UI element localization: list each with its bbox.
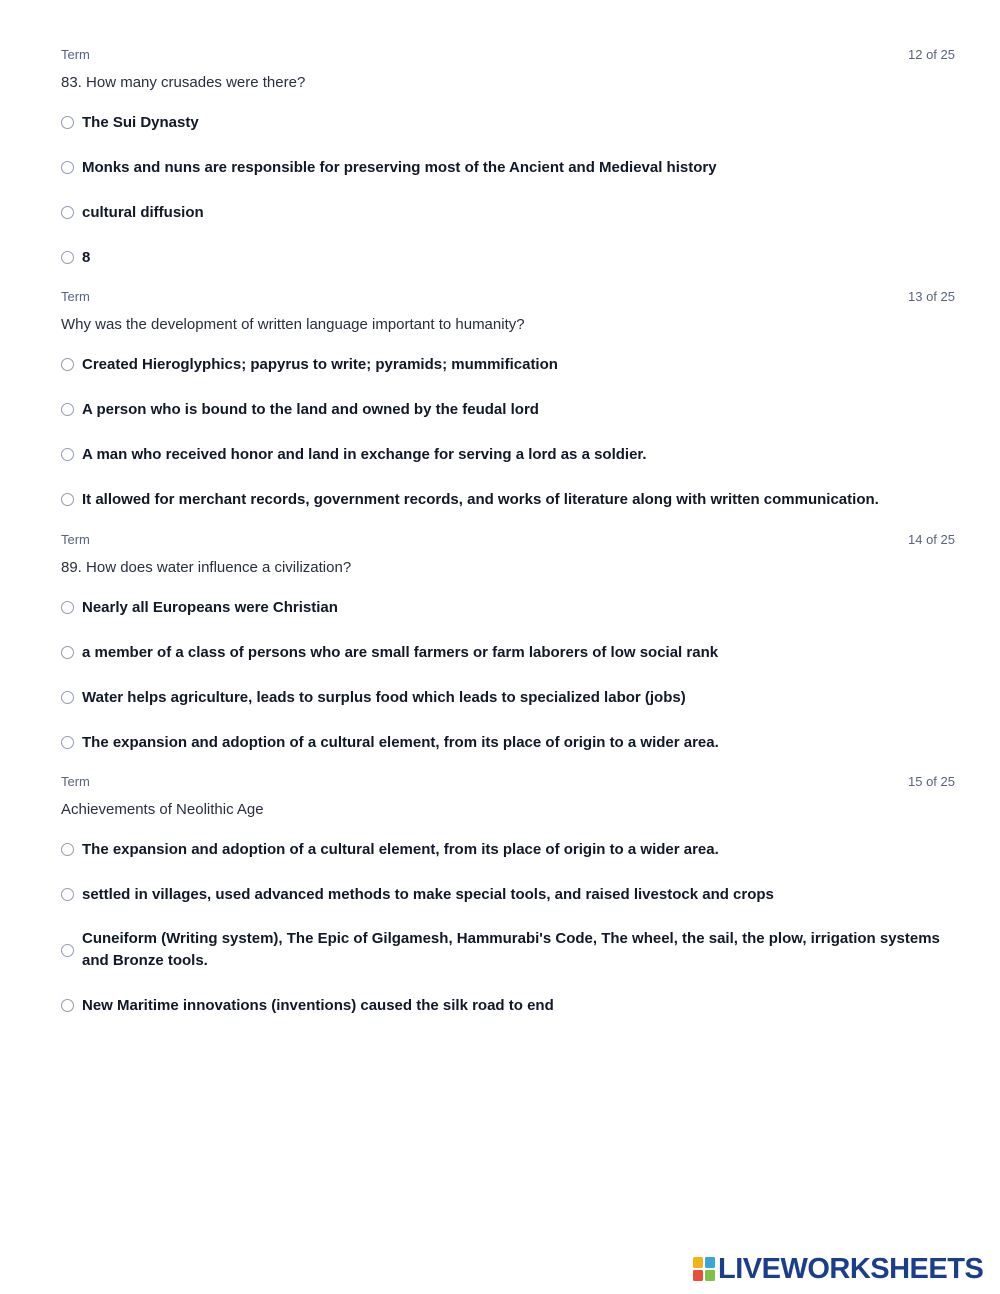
- answer-option-label: a member of a class of persons who are small farmers or farm laborers of low social rank: [82, 643, 719, 661]
- radio-button[interactable]: [61, 403, 74, 416]
- answer-option-label: A man who received honor and land in exchange for serving a lord as a soldier.: [82, 445, 647, 463]
- question-block: [61, 289, 955, 511]
- term-label: Term: [61, 532, 90, 547]
- radio-button[interactable]: [61, 736, 74, 749]
- answer-option-label: Created Hieroglyphics; papyrus to write; pyramids; mummification: [82, 355, 558, 373]
- question-block: [61, 532, 955, 754]
- radio-button[interactable]: [61, 691, 74, 704]
- question-block: [61, 774, 955, 1017]
- answer-option-label: settled in villages, used advanced methods to make special tools, and raised livestock and crops: [82, 885, 774, 903]
- answer-options: [61, 111, 955, 269]
- question-counter: 12 of 25: [908, 47, 955, 62]
- answer-option[interactable]: [61, 443, 955, 466]
- answer-option[interactable]: [61, 156, 955, 179]
- answer-option[interactable]: [61, 488, 955, 511]
- liveworksheets-logo: [693, 1253, 983, 1285]
- answer-option[interactable]: [61, 398, 955, 421]
- answer-option-label: Cuneiform (Writing system), The Epic of Gilgamesh, Hammurabi's Code, The wheel, the sail, the plow, irrigation systems and Bronze tools.: [82, 930, 940, 969]
- question-counter: 14 of 25: [908, 532, 955, 547]
- radio-button[interactable]: [61, 843, 74, 856]
- radio-button[interactable]: [61, 646, 74, 659]
- term-label: Term: [61, 289, 90, 304]
- radio-button[interactable]: [61, 493, 74, 506]
- question-prompt: Why was the development of written language important to humanity?: [61, 316, 525, 333]
- radio-button[interactable]: [61, 206, 74, 219]
- question-prompt: Achievements of Neolithic Age: [61, 801, 264, 818]
- answer-option[interactable]: [61, 928, 955, 972]
- answer-option[interactable]: [61, 994, 955, 1017]
- answer-option-label: The Sui Dynasty: [82, 113, 199, 131]
- answer-option[interactable]: [61, 111, 955, 134]
- answer-option-label: The expansion and adoption of a cultural element, from its place of origin to a wider area.: [82, 840, 719, 858]
- answer-option-label: 8: [82, 248, 91, 266]
- radio-button[interactable]: [61, 448, 74, 461]
- radio-button[interactable]: [61, 251, 74, 264]
- answer-option[interactable]: [61, 838, 955, 861]
- question-block: [61, 47, 955, 269]
- radio-button[interactable]: [61, 358, 74, 371]
- answer-option-label: cultural diffusion: [82, 203, 204, 221]
- question-prompt: 89. How does water influence a civilization?: [61, 559, 352, 576]
- answer-options: [61, 596, 955, 754]
- answer-option[interactable]: [61, 731, 955, 754]
- answer-options: [61, 353, 955, 511]
- logo-wordmark: LIVEWORKSHEETS: [718, 1252, 984, 1285]
- radio-button[interactable]: [61, 999, 74, 1012]
- answer-option-label: Nearly all Europeans were Christian: [82, 598, 338, 616]
- answer-option[interactable]: [61, 353, 955, 376]
- term-label: Term: [61, 47, 90, 62]
- answer-option[interactable]: [61, 596, 955, 619]
- radio-button[interactable]: [61, 116, 74, 129]
- answer-option[interactable]: [61, 686, 955, 709]
- answer-option-label: A person who is bound to the land and owned by the feudal lord: [82, 400, 539, 418]
- answer-option[interactable]: [61, 641, 955, 664]
- answer-option-label: The expansion and adoption of a cultural element, from its place of origin to a wider area.: [82, 733, 719, 751]
- radio-button[interactable]: [61, 944, 74, 957]
- radio-button[interactable]: [61, 161, 74, 174]
- answer-option-label: New Maritime innovations (inventions) caused the silk road to end: [82, 996, 554, 1014]
- answer-options: [61, 838, 955, 1017]
- answer-option-label: It allowed for merchant records, government records, and works of literature along with written communication.: [82, 490, 879, 508]
- liveworksheets-logo-icon: [693, 1257, 715, 1281]
- radio-button[interactable]: [61, 601, 74, 614]
- question-counter: 15 of 25: [908, 774, 955, 789]
- term-label: Term: [61, 774, 90, 789]
- question-counter: 13 of 25: [908, 289, 955, 304]
- answer-option[interactable]: [61, 246, 955, 269]
- radio-button[interactable]: [61, 888, 74, 901]
- answer-option[interactable]: [61, 201, 955, 224]
- answer-option-label: Water helps agriculture, leads to surplus food which leads to specialized labor (jobs): [82, 688, 686, 706]
- question-prompt: 83. How many crusades were there?: [61, 74, 306, 91]
- answer-option[interactable]: [61, 883, 955, 906]
- answer-option-label: Monks and nuns are responsible for preserving most of the Ancient and Medieval history: [82, 158, 717, 176]
